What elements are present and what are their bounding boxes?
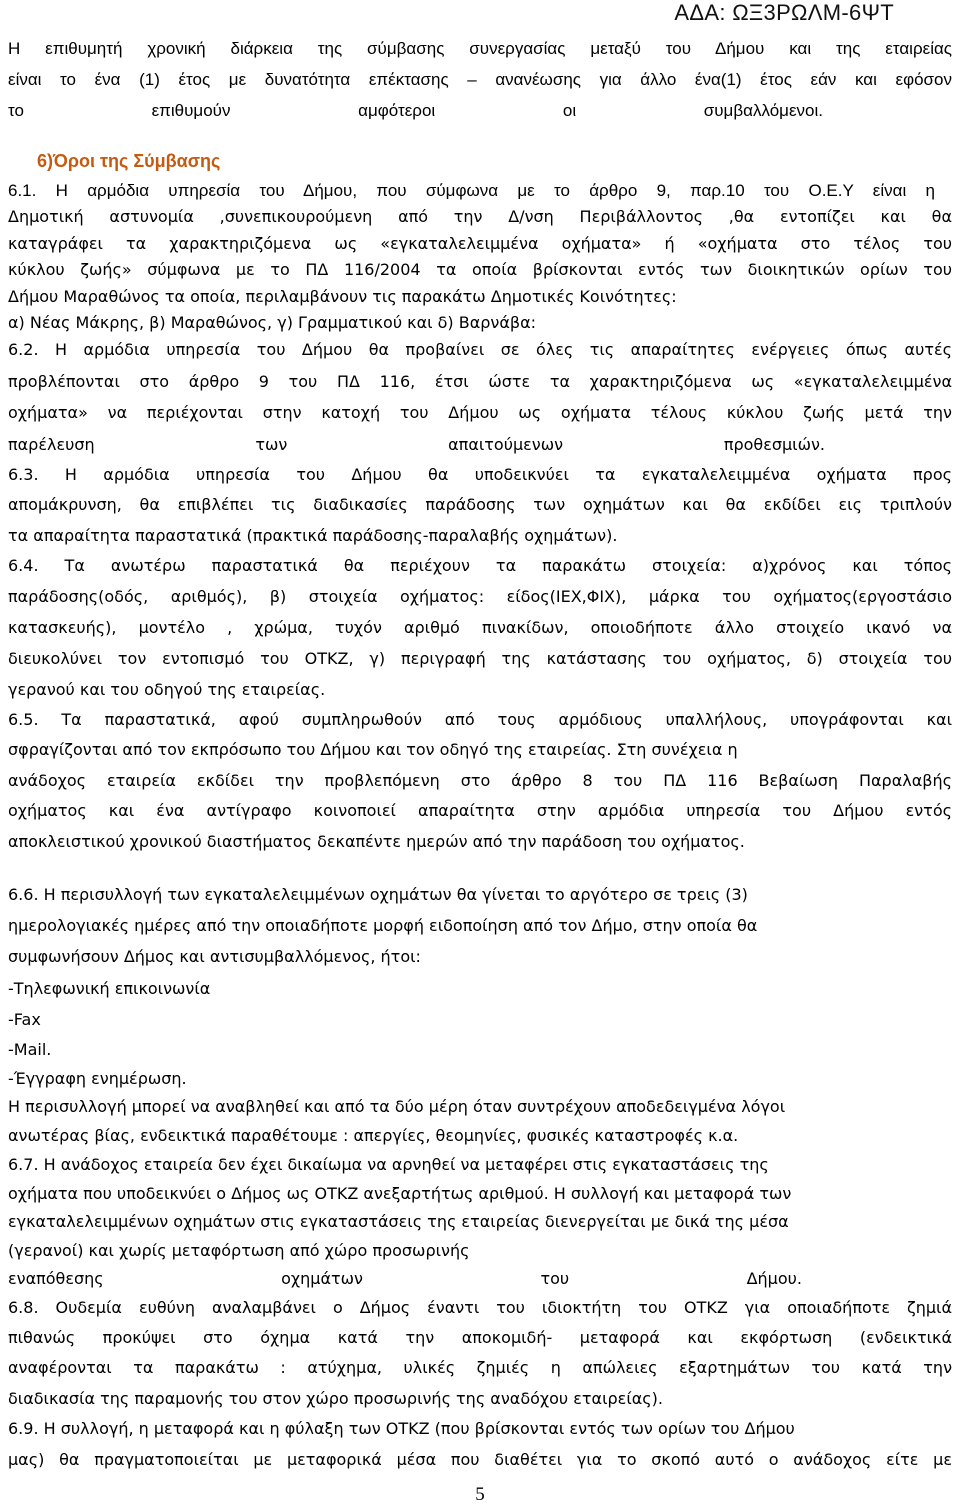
list-item: -Mail. — [8, 1040, 52, 1059]
text-line: το επιθυμούν αμφότεροι οι συμβαλλόμενοι. — [8, 101, 823, 120]
text-line: 6.2. Η αρμόδια υπηρεσία του Δήμου θα προβαίνει σε όλες τις απαραίτητες ενέργειες όπως αυτές — [8, 340, 952, 359]
page-number: 5 — [475, 1484, 485, 1505]
text-line: 6.8. Ουδεμία ευθύνη αναλαμβάνει ο Δήμος έναντι του ιδιοκτήτη του ΟΤΚΖ για οποιαδήποτε ζημιά — [8, 1298, 952, 1317]
section-title: 6)Όροι της Σύμβασης — [37, 151, 221, 171]
ada-code: ΑΔΑ: ΩΞ3ΡΩΛΜ-6ΨΤ — [674, 0, 894, 25]
text-line: κατασκευής), μοντέλο , χρώμα, τυχόν αριθμό πινακίδων, οποιοδήποτε άλλο στοιχείο ικανό να — [8, 618, 952, 637]
text-line: ημερολογιακές ημέρες από την οποιαδήποτε μορφή ειδοποίηση από τον Δήμο, στην οποία θα — [8, 916, 758, 935]
text-line: εγκαταλελειμμένων οχημάτων στις εγκαταστάσεις της εταιρείας διενεργείται με δικά της μέσα — [8, 1212, 789, 1231]
text-line: οχήματα που υποδεικνύει ο Δήμος ως ΟΤΚΖ ανεξαρτήτως αριθμού. Η συλλογή και μεταφορά των — [8, 1184, 792, 1203]
text-line: 6.6. Η περισυλλογή των εγκαταλελειμμένων οχημάτων θα γίνεται το αργότερο σε τρεις (3) — [8, 885, 748, 904]
text-line: τα απαραίτητα παραστατικά (πρακτικά παράδοσης-παραλαβής οχημάτων). — [8, 526, 618, 545]
text-line: διαδικασία της παραμονής του στον χώρο προσωρινής της αναδόχου εταιρείας). — [8, 1389, 663, 1408]
list-item: -Τηλεφωνική επικοινωνία — [8, 979, 211, 998]
text-line: 6.1. Η αρμόδια υπηρεσία του Δήμου, που σύμφωνα με το άρθρο 9, παρ.10 του Ο.Ε.Υ είναι η — [8, 181, 935, 200]
text-line: (γερανοί) και χωρίς μεταφόρτωση από χώρο προσωρινής — [8, 1241, 470, 1260]
text-line: οχήματος και ένα αντίγραφο κοινοποιεί απαραίτητα στην αρμόδια υπηρεσία του Δήμου εντός — [8, 801, 952, 820]
text-line: 6.7. Η ανάδοχος εταιρεία δεν έχει δικαίωμα να αρνηθεί να μεταφέρει στις εγκαταστάσεις της — [8, 1155, 769, 1174]
text-line: προβλέπονται στο άρθρο 9 του ΠΔ 116, έτσι ώστε τα χαρακτηριζόμενα ως «εγκαταλελειμμένα — [8, 372, 952, 391]
list-item: -Έγγραφη ενημέρωση. — [8, 1069, 187, 1088]
text-line: ανωτέρας βίας, ενδεικτικά παραθέτουμε : απεργίες, θεομηνίες, φυσικές καταστροφές κ.α. — [8, 1126, 739, 1145]
text-line: πιθανώς προκύψει στο όχημα κατά την αποκομιδή- μεταφορά και εκφόρτωση (ενδεικτικά — [8, 1328, 952, 1347]
text-line: διευκολύνει τον εντοπισμό του ΟΤΚΖ, γ) περιγραφή της κατάστασης του οχήματος, δ) στοιχεία του — [8, 649, 952, 668]
text-line: 6.3. Η αρμόδια υπηρεσία του Δήμου θα υποδεικνύει τα εγκαταλελειμμένα οχήματα προς — [8, 465, 952, 484]
text-line: 6.5. Τα παραστατικά, αφού συμπληρωθούν από τους αρμόδιους υπαλλήλους, υπογράφονται και — [8, 710, 952, 729]
text-line: οχήματα» να περιέχονται στην κατοχή του Δήμου ως οχήματα τέλους κύκλου ζωής μετά την — [8, 403, 952, 422]
text-line: απομάκρυνση, θα επιβλέπει τις διαδικασίες παράδοσης των οχημάτων και θα εκδίδει εις τριπλούν — [8, 495, 952, 514]
text-line: συμφωνήσουν Δήμος και αντισυμβαλλόμενος, ήτοι: — [8, 947, 421, 966]
text-line: Δημοτική αστυνομία ,συνεπικουρούμενη από την Δ/νση Περιβάλλοντος ,θα εντοπίζει και θα — [8, 207, 952, 226]
text-line: παράδοσης(οδός, αριθμός), β) στοιχεία οχήματος: είδος(ΙΕΧ,ΦΙΧ), μάρκα του οχήματος(εργοστάσιο — [8, 587, 952, 606]
text-line: αναφέρονται τα παρακάτω : ατύχημα, υλικές ζημιές η απώλειες εξαρτημάτων του κατά την — [8, 1358, 952, 1377]
text-line: γερανού και του οδηγού της εταιρείας. — [8, 680, 326, 699]
text-line: παρέλευση των απαιτούμενων προθεσμιών. — [8, 435, 825, 454]
text-line: κύκλου ζωής» σύμφωνα με το ΠΔ 116/2004 τα οποία βρίσκονται εντός των διοικητικών ορίων του — [8, 260, 952, 279]
list-item: -Fax — [8, 1010, 41, 1029]
text-line: καταγράφει τα χαρακτηριζόμενα ως «εγκαταλελειμμένα οχήματα» ή «οχήματα στο τέλος του — [8, 234, 952, 253]
text-line: είναι το ένα (1) έτος με δυνατότητα επέκτασης – ανανέωσης για άλλο ένα(1) έτος εάν και εφόσον — [8, 70, 952, 89]
text-line: σφραγίζονται από τον εκπρόσωπο του Δήμου και τον οδηγό της εταιρείας. Στη συνέχεια η — [8, 740, 738, 759]
text-line: εναπόθεσης οχημάτων του Δήμου. — [8, 1269, 802, 1288]
text-line: 6.4. Τα ανωτέρω παραστατικά θα περιέχουν τα παρακάτω στοιχεία: α)χρόνος και τόπος — [8, 556, 952, 575]
text-line: αποκλειστικού χρονικού διαστήματος δεκαπέντε ημερών από την παράδοση του οχήματος. — [8, 832, 745, 851]
text-line: α) Νέας Μάκρης, β) Μαραθώνος, γ) Γραμματικού και δ) Βαρνάβα: — [8, 313, 537, 332]
text-line: μας) θα πραγματοποιείται με μεταφορικά μέσα που διαθέτει για το σκοπό αυτό ο ανάδοχος είτε με — [8, 1450, 952, 1469]
text-line: ανάδοχος εταιρεία εκδίδει την προβλεπόμενη στο άρθρο 8 του ΠΔ 116 Βεβαίωση Παραλαβής — [8, 771, 952, 790]
text-line: Η περισυλλογή μπορεί να αναβληθεί και από τα δύο μέρη όταν συντρέχουν αποδεδειγμένα λόγοι — [8, 1097, 786, 1116]
text-line: 6.9. Η συλλογή, η μεταφορά και η φύλαξη των ΟΤΚΖ (που βρίσκονται εντός των ορίων του Δήμου — [8, 1419, 795, 1438]
text-line: Δήμου Μαραθώνος τα οποία, περιλαμβάνουν τις παρακάτω Δημοτικές Κοινότητες: — [8, 287, 677, 306]
text-line: Η επιθυμητή χρονική διάρκεια της σύμβασης συνεργασίας μεταξύ του Δήμου και της εταιρείας — [8, 39, 952, 58]
